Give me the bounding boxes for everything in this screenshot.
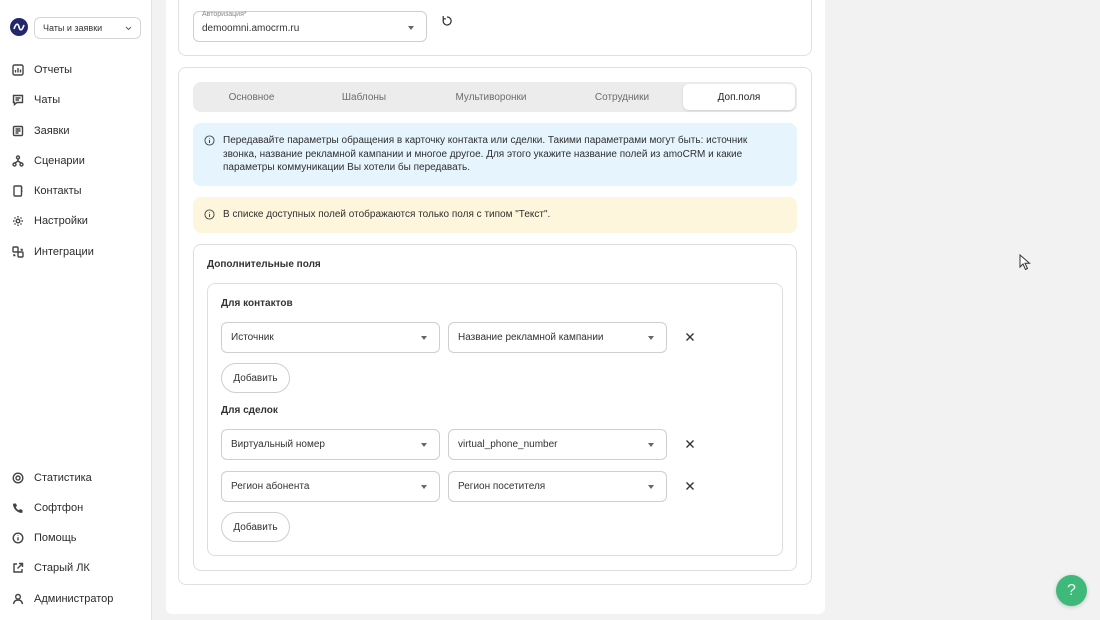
tab-employees[interactable]: Сотрудники (594, 91, 650, 103)
auth-label: Авторизация* (202, 11, 247, 18)
extra-fields-title: Дополнительные поля (207, 259, 321, 270)
scenarios-icon (12, 155, 24, 167)
integrations-icon (12, 246, 24, 258)
deal-field-select[interactable] (221, 429, 440, 460)
select-value: Источник (231, 332, 274, 343)
sidebar-item-contacts[interactable] (12, 181, 82, 201)
caret-down-icon (648, 336, 654, 340)
section-select[interactable] (34, 17, 141, 39)
refresh-icon[interactable] (441, 15, 453, 27)
statistics-icon (12, 472, 24, 484)
deal-param-select[interactable] (448, 471, 667, 502)
sidebar-item-settings[interactable] (12, 211, 88, 231)
user-icon (12, 593, 24, 605)
mouse-cursor-icon (1019, 254, 1031, 271)
sidebar-item-label: Сценарии (34, 155, 85, 167)
section-select-value: Чаты и заявки (43, 23, 103, 33)
auth-value: demoomni.amocrm.ru (202, 23, 300, 34)
phone-icon (12, 502, 24, 514)
reports-icon (12, 64, 24, 76)
add-contact-field-button[interactable]: Добавить (221, 363, 290, 393)
chat-icon (12, 94, 24, 106)
external-link-icon (12, 562, 24, 574)
sidebar-item-softphone[interactable] (12, 498, 83, 518)
sidebar-item-label: Старый ЛК (34, 562, 90, 574)
sidebar-item-label: Настройки (34, 215, 88, 227)
sidebar-item-label: Софтфон (34, 502, 84, 514)
caret-down-icon (421, 485, 427, 489)
caret-down-icon (648, 443, 654, 447)
contacts-group-title: Для контактов (221, 298, 293, 309)
caret-down-icon (421, 336, 427, 340)
info-alert-text: Передавайте параметры обращения в карточку контакта или сделки. Такими параметрами могут быть: источник звонка, название рекламной кампании и многое другое. Для этого укажите название полей из amoCRM и какие параметры коммуникации Вы хотели бы передавать. (223, 135, 748, 173)
sidebar (0, 0, 152, 620)
sidebar-item-label: Помощь (34, 532, 77, 544)
tab-extra-fields[interactable]: Доп.поля (683, 84, 795, 110)
contact-param-select[interactable] (448, 322, 667, 353)
deal-field-select[interactable] (221, 471, 440, 502)
warning-alert-text: В списке доступных полей отображаются только поля с типом "Текст". (223, 209, 551, 220)
sidebar-item-statistics[interactable] (12, 468, 92, 488)
sidebar-item-requests[interactable] (12, 121, 70, 141)
select-value: Виртуальный номер (231, 439, 325, 450)
sidebar-item-help[interactable] (12, 528, 77, 548)
info-alert (193, 123, 797, 186)
info-icon (12, 532, 24, 544)
sidebar-item-label: Заявки (34, 125, 70, 137)
deals-group-title: Для сделок (221, 405, 278, 416)
deal-param-select[interactable] (448, 429, 667, 460)
close-icon[interactable] (683, 330, 697, 344)
tabs (193, 82, 797, 112)
sidebar-item-integrations[interactable] (12, 242, 94, 262)
sidebar-item-reports[interactable] (12, 60, 72, 80)
select-value: Регион посетителя (458, 481, 546, 492)
logo-icon[interactable] (10, 18, 28, 36)
select-value: Название рекламной кампании (458, 332, 604, 343)
info-icon (204, 209, 215, 220)
tab-main[interactable]: Основное (228, 91, 275, 103)
caret-down-icon (648, 485, 654, 489)
sidebar-item-label: Чаты (34, 94, 61, 106)
caret-down-icon (408, 26, 414, 30)
tab-multifunnels[interactable]: Мультиворонки (455, 91, 527, 103)
add-deal-field-button[interactable]: Добавить (221, 512, 290, 542)
caret-down-icon (421, 443, 427, 447)
requests-icon (12, 125, 24, 137)
sidebar-item-label: Контакты (34, 185, 82, 197)
contact-field-select[interactable] (221, 322, 440, 353)
close-icon[interactable] (683, 437, 697, 451)
contacts-icon (12, 185, 24, 197)
sidebar-item-label: Отчеты (34, 64, 73, 76)
sidebar-item-label: Интеграции (34, 246, 94, 258)
select-value: Регион абонента (231, 481, 310, 492)
warning-alert (193, 197, 797, 233)
tab-templates[interactable]: Шаблоны (341, 91, 387, 103)
help-button[interactable]: ? (1056, 575, 1087, 606)
sidebar-item-admin[interactable] (12, 589, 113, 609)
gear-icon (12, 215, 24, 227)
sidebar-item-scenarios[interactable] (12, 151, 85, 171)
sidebar-item-label: Администратор (34, 593, 114, 605)
close-icon[interactable] (683, 479, 697, 493)
auth-select[interactable] (193, 11, 427, 42)
select-value: virtual_phone_number (458, 439, 558, 450)
sidebar-item-label: Статистика (34, 472, 92, 484)
info-icon (204, 135, 215, 146)
sidebar-item-chats[interactable] (12, 90, 60, 110)
chevron-down-icon (125, 26, 132, 31)
sidebar-item-old-account[interactable] (12, 558, 90, 578)
